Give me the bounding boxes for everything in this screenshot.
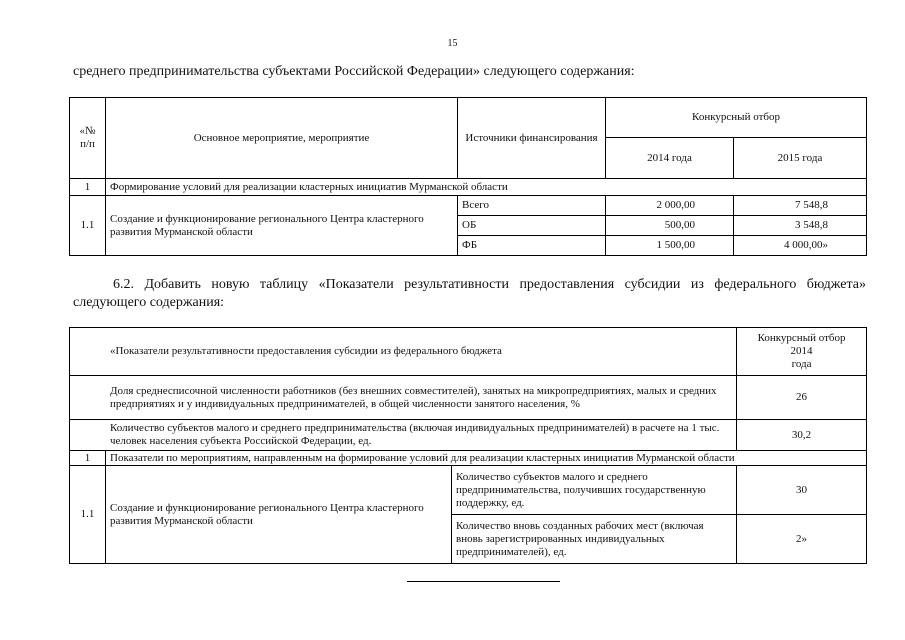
item-text: Создание и функционирование регионального Центра кластерного развития Мурманской области <box>106 196 458 256</box>
header-year-2014: 2014 года <box>606 138 734 179</box>
source-cell: Всего <box>458 196 606 216</box>
source-cell: ОБ <box>458 216 606 236</box>
value-2015: 3 548,8 <box>734 216 867 236</box>
section-text: Показатели по мероприятиям, направленным на формирование условий для реализации кластерных инициатив Мурманской области <box>106 451 867 466</box>
value-2014: 500,00 <box>606 216 734 236</box>
header-event: Основное мероприятие, мероприятие <box>106 98 458 179</box>
item-num: 1.1 <box>70 196 106 256</box>
header-competition: Конкурсный отбор <box>606 98 867 138</box>
section-num: 1 <box>70 451 106 466</box>
indicator-text: Количество вновь созданных рабочих мест (включая вновь зарегистрированных индивидуальных предпринимателей), ед. <box>452 515 737 564</box>
footnote-divider <box>407 581 560 582</box>
value-2015: 7 548,8 <box>734 196 867 216</box>
competition-year: 2014 <box>790 345 813 357</box>
indicators-table <box>69 327 867 564</box>
page-number: 15 <box>447 38 458 49</box>
intro-text: среднего предпринимательства субъектами Российской Федерации» следующего содержания: <box>73 64 635 79</box>
indicator-row-value: 30,2 <box>737 420 867 451</box>
indicators-title: «Показатели результативности предоставления субсидии из федерального бюджета <box>70 328 737 376</box>
header-num: «№ п/п <box>70 98 106 179</box>
financing-table <box>69 97 867 256</box>
competition-label: Конкурсный отбор <box>757 332 846 344</box>
indicator-row-text: Количество субъектов малого и среднего предпринимательства (включая индивидуальных предпринимателей) в расчете на 1 тыс. человек населения субъекта Российской Федерации, ед. <box>70 420 737 451</box>
indicator-value: 2» <box>737 515 867 564</box>
competition-year-suffix: года <box>791 358 812 370</box>
indicator-text: Количество субъектов малого и среднего предпринимательства, получивших государственную поддержку, ед. <box>452 466 737 515</box>
header-source: Источники финансирования <box>458 98 606 179</box>
section-num: 1 <box>70 179 106 196</box>
indicators-competition <box>737 328 867 376</box>
source-cell: ФБ <box>458 236 606 256</box>
value-2014: 2 000,00 <box>606 196 734 216</box>
item-num: 1.1 <box>70 466 106 564</box>
section-text: Формирование условий для реализации кластерных инициатив Мурманской области <box>106 179 867 196</box>
paragraph-6-2 <box>73 276 866 312</box>
item-text: Создание и функционирование регионального Центра кластерного развития Мурманской области <box>106 466 452 564</box>
header-year-2015: 2015 года <box>734 138 867 179</box>
value-2015: 4 000,00» <box>734 236 867 256</box>
paragraph-text: 6.2. Добавить новую таблицу «Показатели результативности предоставления субсидии из федерального бюджета» следующего содержания: <box>73 277 866 310</box>
indicator-row-text: Доля среднесписочной численности работников (без внешних совместителей), занятых на микропредприятиях, малых и средних предприятиях и у индивидуальных предпринимателей, в общей численности занятого населения, % <box>70 376 737 420</box>
value-2014: 1 500,00 <box>606 236 734 256</box>
indicator-row-value: 26 <box>737 376 867 420</box>
indicator-value: 30 <box>737 466 867 515</box>
